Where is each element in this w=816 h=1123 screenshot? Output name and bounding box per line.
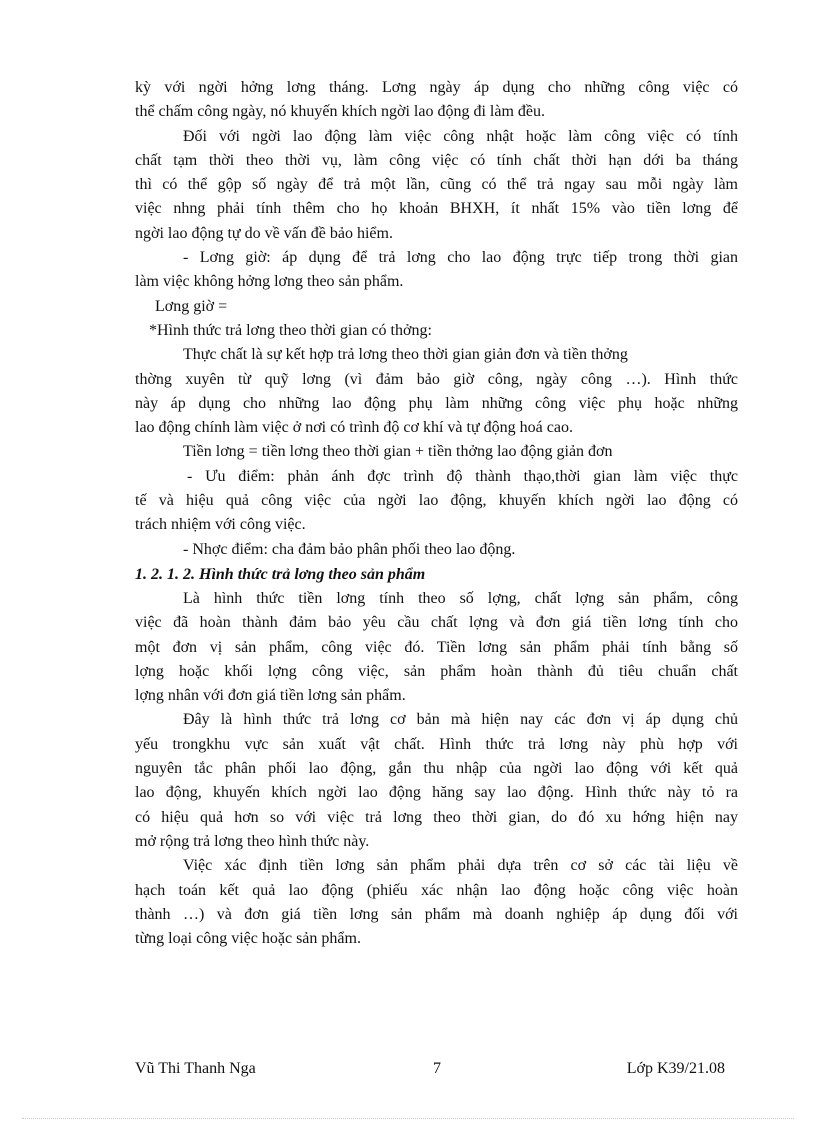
text-line: Việc xác định tiền lơng sản phẩm phải dựa trên cơ sở các tài liệu về bbox=[183, 857, 738, 875]
page-footer bbox=[135, 1058, 725, 1080]
text-line: từng loại công việc hoặc sản phẩm. bbox=[135, 930, 361, 948]
text-line: lợng hoặc khối lợng công việc, sản phẩm hoàn thành đủ tiêu chuẩn chất bbox=[135, 662, 738, 680]
text-line: - Lơng giờ: áp dụng để trả lơng cho lao động trực tiếp trong thời gian bbox=[183, 249, 738, 267]
text-line: hạch toán kết quả lao động (phiếu xác nhận lao động hoặc công việc hoàn bbox=[135, 881, 738, 899]
text-line: lao động chính làm việc ở nơi có trình độ cơ khí và tự động hoá cao. bbox=[135, 419, 573, 437]
text-line: một đơn vị sản phẩm, công việc đó. Tiền lơng sản phẩm phải tính bằng số bbox=[135, 638, 738, 656]
footer-page-number: 7 bbox=[433, 1060, 441, 1077]
formula-line: Tiền lơng = tiền lơng theo thời gian + tiền thởng lao động giản đơn bbox=[183, 443, 613, 461]
text-line: có hiệu quả hơn so với việc trả lơng theo thời gian, do đó xu hớng hiện nay bbox=[135, 808, 738, 826]
text-line: lợng nhân với đơn giá tiền lơng sản phẩm. bbox=[135, 687, 406, 705]
text-line: Thực chất là sự kết hợp trả lơng theo thời gian giản đơn và tiền thởng bbox=[183, 346, 628, 364]
text-line: - Nhợc điểm: cha đảm bảo phân phối theo lao động. bbox=[183, 540, 516, 558]
text-line: tế và hiệu quả công việc của ngời lao động, khuyến khích ngời lao động có bbox=[135, 492, 738, 510]
formula-line: Lơng giờ = bbox=[155, 297, 228, 315]
text-line: lao động, khuyến khích ngời lao động hăng say lao động. Hình thức này tỏ ra bbox=[135, 784, 738, 802]
document-body bbox=[135, 76, 738, 951]
text-line: Đây là hình thức trả lơng cơ bản mà hiện nay các đơn vị áp dụng chủ bbox=[183, 711, 738, 729]
footer-author: Vũ Thi Thanh Nga bbox=[135, 1060, 256, 1077]
text-line: trách nhiệm với công việc. bbox=[135, 516, 306, 534]
text-line: việc nhng phải tính thêm cho họ khoản BHXH, ít nhất 15% vào tiền lơng để bbox=[135, 200, 738, 218]
text-line: việc đã hoàn thành đảm bảo yêu cầu chất lợng và đơn giá tiền lơng tính cho bbox=[135, 614, 738, 632]
text-line: thì có thể gộp số ngày để trả một lần, cũng có thể trả ngay sau mỗi ngày làm bbox=[135, 176, 738, 194]
text-line: thờng xuyên từ quỹ lơng (vì đảm bảo giờ công, ngày công …). Hình thức bbox=[135, 370, 738, 388]
subheading-line: *Hình thức trả lơng theo thời gian có thởng: bbox=[149, 321, 432, 339]
page-bottom-divider bbox=[22, 1118, 794, 1119]
section-heading: 1. 2. 1. 2. Hình thức trả lơng theo sản phẩm bbox=[135, 565, 426, 583]
text-line: mở rộng trả lơng theo hình thức này. bbox=[135, 832, 370, 850]
text-line: Đối với ngời lao động làm việc công nhật hoặc làm công việc có tính bbox=[183, 127, 738, 145]
text-line: thành …) và đơn giá tiền lơng sản phẩm mà doanh nghiệp áp dụng đối với bbox=[135, 905, 738, 923]
text-line: nguyên tắc phân phối lao động, gắn thu nhập của ngời lao động với kết quả bbox=[135, 760, 738, 778]
footer-class-label: Lớp K39/21.08 bbox=[626, 1060, 725, 1077]
text-line: chất tạm thời theo thời vụ, làm công việc có tính chất thời hạn dới ba tháng bbox=[135, 151, 738, 169]
text-line: - Ưu điểm: phản ánh đợc trình độ thành thạo,thời gian làm việc thực bbox=[187, 467, 738, 485]
text-line: này áp dụng cho những lao động phụ làm những công việc phụ hoặc những bbox=[135, 394, 738, 412]
text-line: ngời lao động tự do về vấn đề bảo hiểm. bbox=[135, 224, 393, 242]
text-line: kỳ với ngời hởng lơng tháng. Lơng ngày áp dụng cho những công việc có bbox=[135, 79, 738, 96]
text-line: làm việc không hởng lơng theo sản phẩm. bbox=[135, 273, 404, 291]
text-line: Là hình thức tiền lơng tính theo số lợng, chất lợng sản phẩm, công bbox=[183, 589, 738, 607]
text-line: yếu trongkhu vực sản xuất vật chất. Hình thức trả lơng này phù hợp với bbox=[135, 735, 738, 753]
text-line: thể chấm công ngày, nó khuyến khích ngời lao động đi làm đều. bbox=[135, 103, 545, 121]
